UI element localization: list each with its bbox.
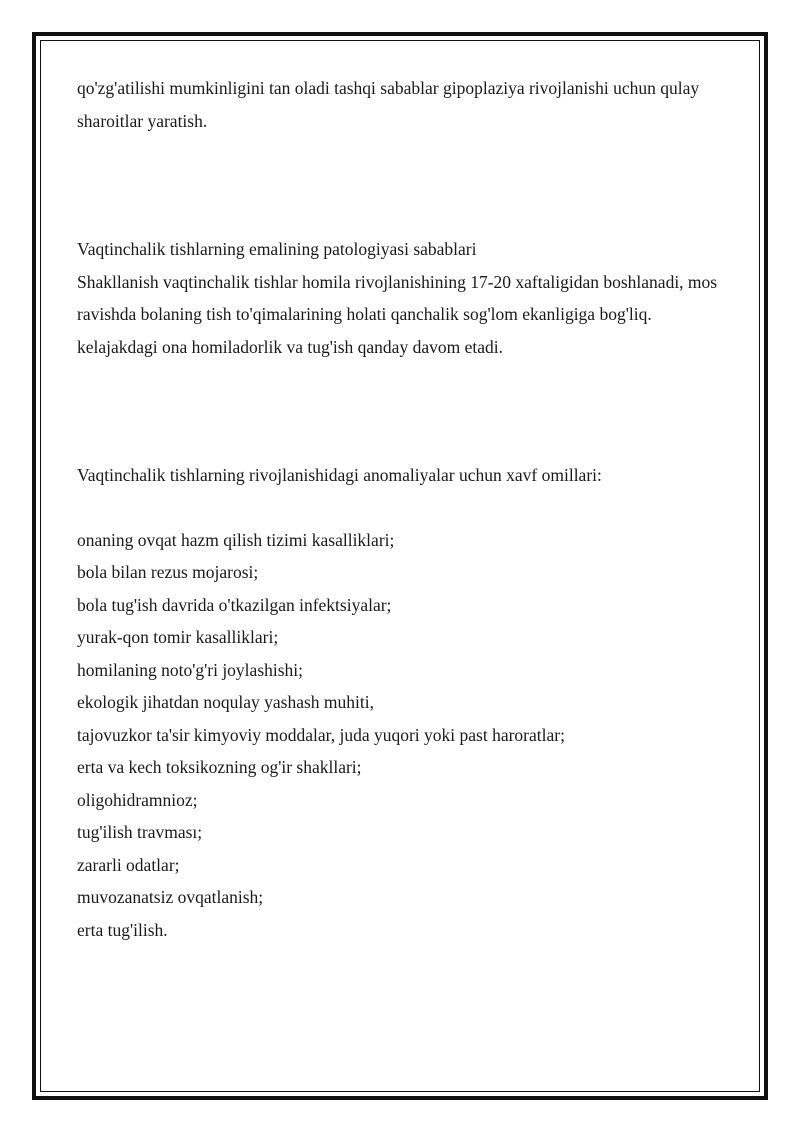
- list-item: tug'ilish travması;: [77, 822, 203, 842]
- list-item: ekologik jihatdan noqulay yashash muhiti,: [77, 692, 374, 712]
- list-item: bola bilan rezus mojarosi;: [77, 562, 259, 582]
- section-spacer: [77, 363, 727, 459]
- intro-paragraph: qo'zg'atilishi mumkinligini tan oladi tashqi sabablar gipoplaziya rivojlanishi uchun qulay sharoitlar yaratish.: [77, 78, 700, 131]
- section-paragraph: Shakllanish vaqtinchalik tishlar homila rivojlanishining 17-20 xaftaligidan boshlanadi, mos ravishda bolaning tish to'qimalarining holati qanchalik sog'lom ekanligiga bog'liq. kelajakdagi ona homiladorlik va tug'ish qanday davom etadi.: [77, 271, 718, 357]
- list-spacer: [77, 492, 727, 524]
- section-spacer: [77, 137, 727, 233]
- section-heading: Vaqtinchalik tishlarning emalining patologiyasi sabablari: [77, 239, 477, 259]
- list-item: tajovuzkor ta'sir kimyoviy moddalar, juda yuqori yoki past haroratlar;: [77, 724, 565, 745]
- list-item: onaning ovqat hazm qilish tizimi kasalliklari;: [77, 529, 395, 550]
- list-item: erta tug'ilish.: [77, 919, 168, 940]
- document-body: [77, 72, 727, 946]
- list-item: oligohidramnioz;: [77, 789, 198, 810]
- list-item: bola tug'ish davrida o'tkazilgan infektsiyalar;: [77, 594, 392, 615]
- risk-factors-heading: Vaqtinchalik tishlarning rivojlanishidagi anomaliyalar uchun xavf omillari:: [77, 465, 602, 485]
- list-item: zararli odatlar;: [77, 854, 180, 875]
- list-item: muvozanatsiz ovqatlanish;: [77, 887, 264, 907]
- list-item: homilaning noto'g'ri joylashishi;: [77, 659, 304, 680]
- risk-factors-list: [77, 524, 727, 947]
- list-item: yurak-qon tomir kasalliklari;: [77, 627, 279, 647]
- list-item: erta va kech toksikozning og'ir shakllari;: [77, 757, 362, 777]
